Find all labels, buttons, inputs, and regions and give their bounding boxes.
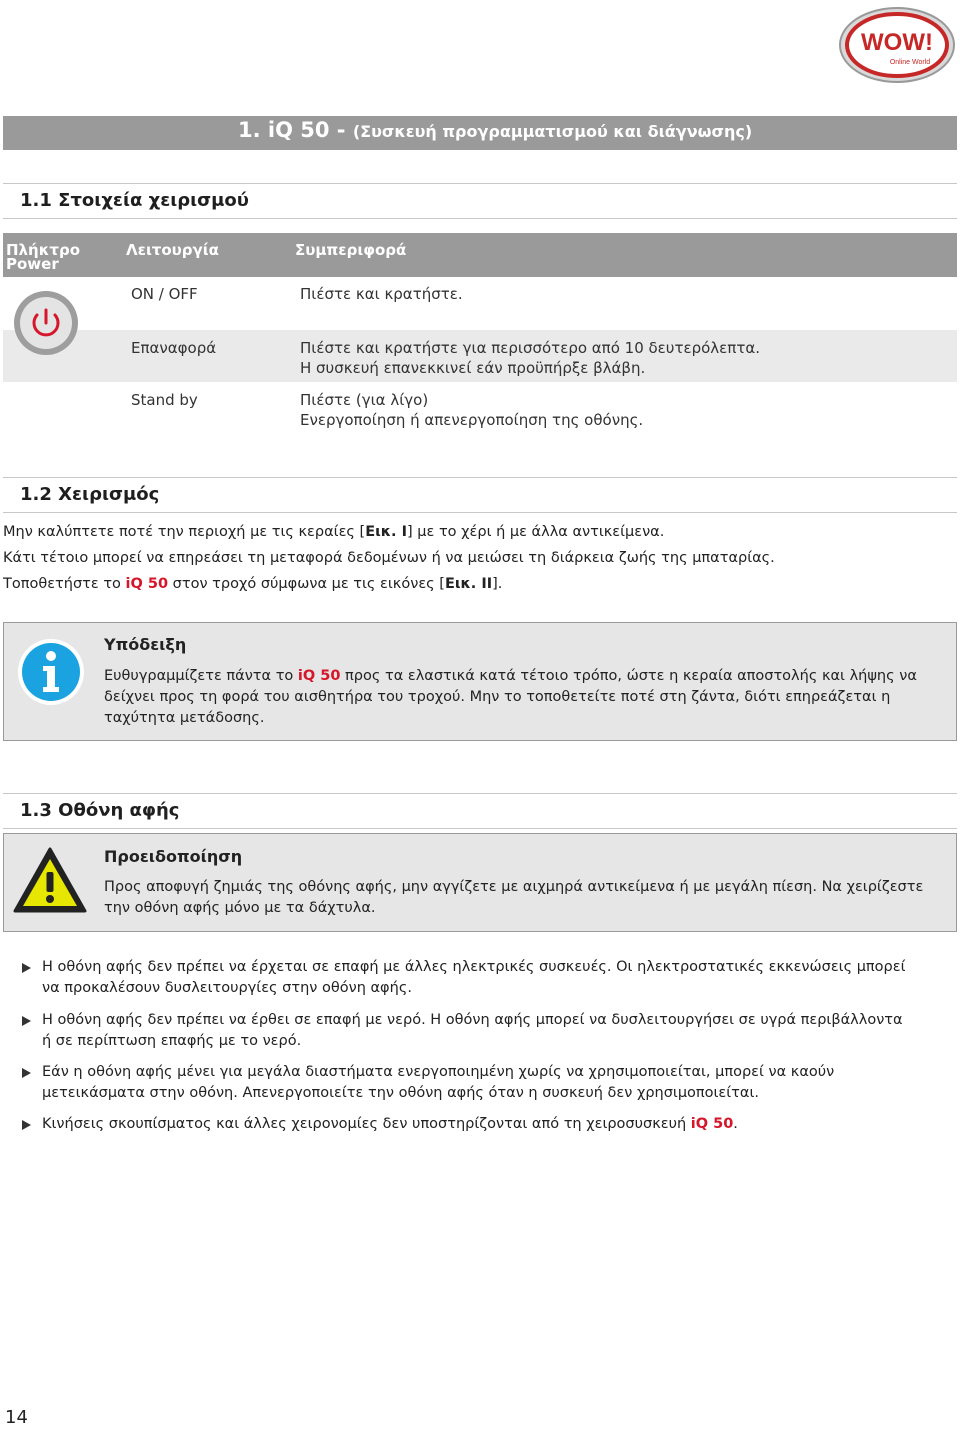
chapter-title-bar: [3, 116, 957, 150]
section-heading-1-1: 1.1 Στοιχεία χειρισμού: [3, 183, 957, 219]
warning-box: [3, 833, 957, 932]
table-row: Επαναφορά Πιέστε και κρατήστε για περισσότερο από 10 δευτερόλεπτα. Η συσκευή επανεκκινεί εάν προϋπήρξε βλάβη.: [3, 330, 957, 382]
note-text: Ευθυγραμμίζετε πάντα το iQ 50 προς τα ελαστικά κατά τέτοιο τρόπο, ώστε η κεραία αποστολής και λήψης να δείχνει προς τη φορά του αισθητήρα του τροχού. Μην το τοποθετείτε ποτέ στη ζάντα, διότι επηρεάζεται η ταχύτητα μετάδοσης.: [104, 668, 917, 726]
paragraph-effects: Κάτι τέτοιο μπορεί να επηρεάσει τη μεταφορά δεδομένων ή να μειώσει τη διάρκεια ζωής της μπαταρίας.: [3, 550, 775, 566]
header-power-key: Πλήκτρο Power: [6, 241, 80, 273]
bullet-triangle-icon: [22, 1016, 31, 1026]
bullet-triangle-icon: [22, 1068, 31, 1078]
chapter-title: 1. iQ 50 - (Συσκευή προγραμματισμού και διάγνωσης): [238, 118, 753, 142]
table-row: ON / OFF Πιέστε και κρατήστε.: [131, 285, 463, 303]
warning-title: Προειδοποίηση: [104, 847, 243, 866]
warning-icon: [12, 846, 88, 914]
header-behavior: Συμπεριφορά: [295, 241, 407, 259]
logo-subtext: Online World: [889, 59, 931, 66]
section-heading-1-2: 1.2 Χειρισμός: [3, 477, 957, 513]
table-row: Stand by Πιέστε (για λίγο) Ενεργοποίηση ή απενεργοποίηση της οθόνης.: [131, 391, 644, 429]
paragraph-placement: Τοποθετήστε το iQ 50 στον τροχό σύμφωνα με τις εικόνες [Εικ. II].: [3, 576, 503, 592]
page-number: 14: [5, 1407, 28, 1428]
info-icon: [16, 637, 86, 707]
bullet-triangle-icon: [22, 963, 31, 973]
warning-text: Προς αποφυγή ζημιάς της οθόνης αφής, μην αγγίζετε με αιχμηρά αντικείμενα ή με μεγάλη πίεση. Να χειρίζεστε την οθόνη αφής μόνο με τα δάχτυλα.: [104, 879, 924, 916]
paragraph-antenna: Μην καλύπτετε ποτέ την περιοχή με τις κεραίες [Εικ. I] με το χέρι ή με άλλα αντικείμενα.: [3, 524, 665, 540]
bullet-triangle-icon: [22, 1120, 31, 1130]
header-function: Λειτουργία: [126, 241, 219, 259]
controls-table-header: [3, 233, 957, 277]
note-title: Υπόδειξη: [104, 635, 187, 654]
wow-logo: [838, 6, 956, 84]
power-icon: [13, 290, 79, 356]
section-heading-1-3: 1.3 Οθόνη αφής: [3, 793, 957, 829]
logo-text: WOW!: [861, 29, 933, 56]
note-box: [3, 622, 957, 741]
